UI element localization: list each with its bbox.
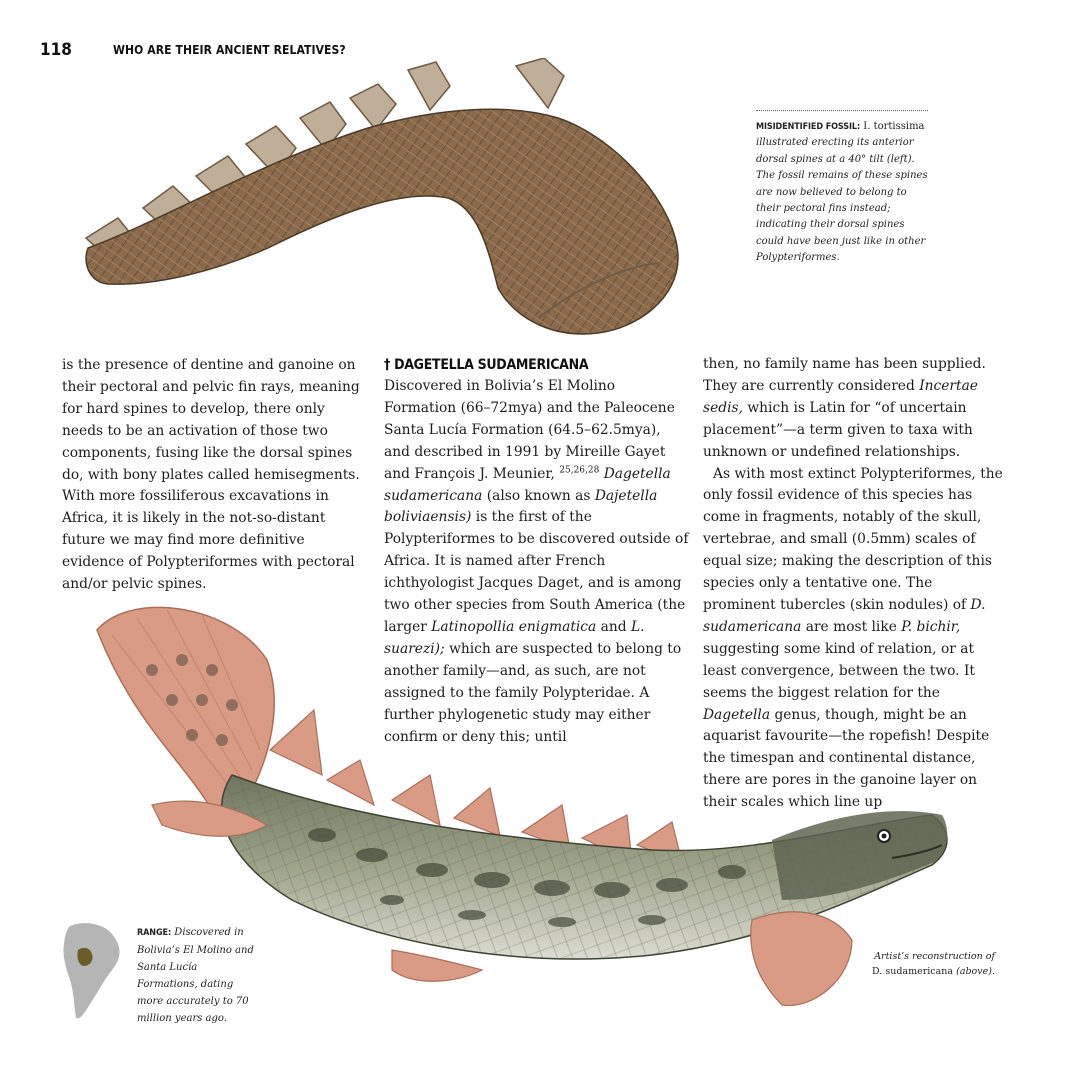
range-caption-label: RANGE: xyxy=(137,928,172,938)
column2-species-4: L. suarezi); xyxy=(384,618,645,657)
fossil-caption-label: MISIDENTIFIED FOSSIL: xyxy=(756,122,861,132)
column2-text-5: which are suspected to belong to another family—and, as such, are not assigned to the family Polypteridae. A further phylogenetic study may either confirm or deny this; until xyxy=(384,640,682,745)
column1-paragraph: is the presence of dentine and ganoine on their pectoral and pelvic fin rays, meaning for hard spines to develop, there only needs to be an activation of those two components, fusing like the dorsal spines do, with bony plates called hemisegments. With more fossiliferous excavations in Africa, it is likely in the not-so-distant future we may find more definitive evidence of Polypteriformes with pectoral and/or pelvic spines. xyxy=(62,357,360,593)
column3-text-1: then, no family name has been supplied. They are currently considered xyxy=(703,356,986,394)
column3-text-6: genus, though, might be an aquarist favourite—the ropefish! Despite the timespan and continental distance, there are pores in the ganoine layer on their scales which line up xyxy=(703,706,990,811)
column3-species-3: Dagetella xyxy=(703,706,771,723)
fossil-caption xyxy=(756,110,928,267)
column2-species-3: Latinopollia enigmatica xyxy=(431,618,597,635)
column2-refs: 25,26,28 xyxy=(559,465,600,476)
fossil-caption-text: illustrated erecting its anterior dorsal spines at a 40° tilt (left). The fossil remains of these spines are now believed to belong to their pectoral fins instead; indicating their dorsal spines could have been just like in other Polypteriformes. xyxy=(756,137,928,264)
column3-species-2: P. bichir, xyxy=(901,618,961,635)
text-column-1 xyxy=(62,355,367,596)
column3-term: Incertae sedis, xyxy=(703,377,978,416)
running-head: WHO ARE THEIR ANCIENT RELATIVES? xyxy=(113,43,346,57)
column2-text-3: is the first of the Polypteriformes to be discovered outside of Africa. It is named after French ichthyologist Jacques Daget, and is among two other species from South America (the larger xyxy=(384,509,689,635)
range-caption xyxy=(137,924,257,1027)
fish-caption xyxy=(845,949,995,979)
column3-text-5: suggesting some kind of relation, or at least convergence, between the two. It seems the biggest relation for the xyxy=(703,640,975,701)
column2-text-2: (also known as xyxy=(486,487,591,504)
column3-species-1: D. sudamericana xyxy=(703,596,986,635)
column3-paragraph-1 xyxy=(703,354,1008,464)
column3-text-2: which is Latin for “of uncertain placement”—a term given to taxa with unknown or undefined relationships. xyxy=(703,399,973,460)
fossil-caption-species: I. tortissima xyxy=(863,121,925,132)
section-heading: † DAGETELLA SUDAMERICANA xyxy=(384,357,589,373)
column2-text-1: Discovered in Bolivia’s El Molino Formation (66–72mya) and the Paleocene Santa Lucía Formation (64.5–62.5mya), and described in 1991 by Mireille Gayet and François J. Meunier, xyxy=(384,378,675,482)
fish-caption-species: D. sudamericana xyxy=(872,966,954,977)
column3-text-3: As with most extinct Polypteriformes, the only fossil evidence of this species has come in fragments, notably of the skull, vertebrae, and small (0.5mm) scales of equal size; making the description of this species only a tentative one. The prominent tubercles (skin nodules) of xyxy=(703,465,1003,613)
fish-caption-line1: Artist’s reconstruction of xyxy=(874,951,995,962)
column2-text-4: and xyxy=(600,618,627,635)
fossil-illustration xyxy=(78,58,688,342)
column2-species-2: Dajetella boliviaensis) xyxy=(384,487,658,526)
fish-caption-suffix: (above). xyxy=(956,966,995,977)
range-caption-text: Discovered in Bolivia’s El Molino and Santa Lucía Formations, dating more accurately to 70 million years ago. xyxy=(137,927,254,1024)
column2-species-1: Dagetella sudamericana xyxy=(384,465,671,504)
range-map xyxy=(60,922,124,1022)
page-number: 118 xyxy=(40,40,72,60)
column3-text-4: are most like xyxy=(805,618,897,635)
